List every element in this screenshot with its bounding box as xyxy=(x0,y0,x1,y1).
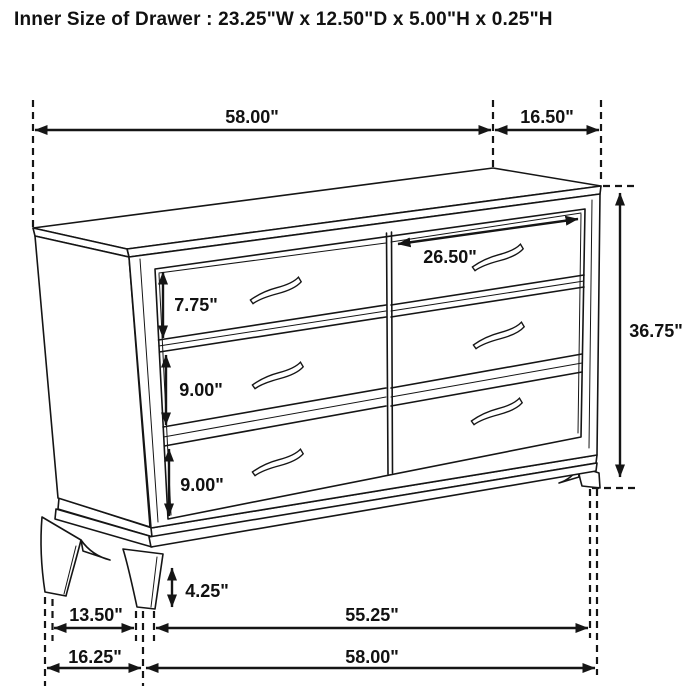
back-left-leg-bracket xyxy=(81,540,110,560)
dresser-drawing xyxy=(33,168,601,609)
label-top-depth: 16.50" xyxy=(520,107,574,127)
label-top-drawer-height: 7.75" xyxy=(174,295,218,315)
label-drawer-opening-width: 26.50" xyxy=(423,247,477,267)
label-bottom-drawer-height: 9.00" xyxy=(180,475,224,495)
label-leg-height: 4.25" xyxy=(185,581,229,601)
page-title: Inner Size of Drawer : 23.25"W x 12.50"D x 5.00"H x 0.25"H xyxy=(14,9,553,30)
label-side-leg-spacing: 13.50" xyxy=(69,605,123,625)
label-side-depth-outer: 16.25" xyxy=(68,647,122,667)
back-left-leg xyxy=(41,517,81,596)
label-overall-width: 58.00" xyxy=(345,647,399,667)
label-top-width: 58.00" xyxy=(225,107,279,127)
divider-line xyxy=(392,232,393,473)
label-front-leg-spacing: 55.25" xyxy=(345,605,399,625)
label-overall-height: 36.75" xyxy=(629,321,683,341)
label-middle-drawer-height: 9.00" xyxy=(179,380,223,400)
